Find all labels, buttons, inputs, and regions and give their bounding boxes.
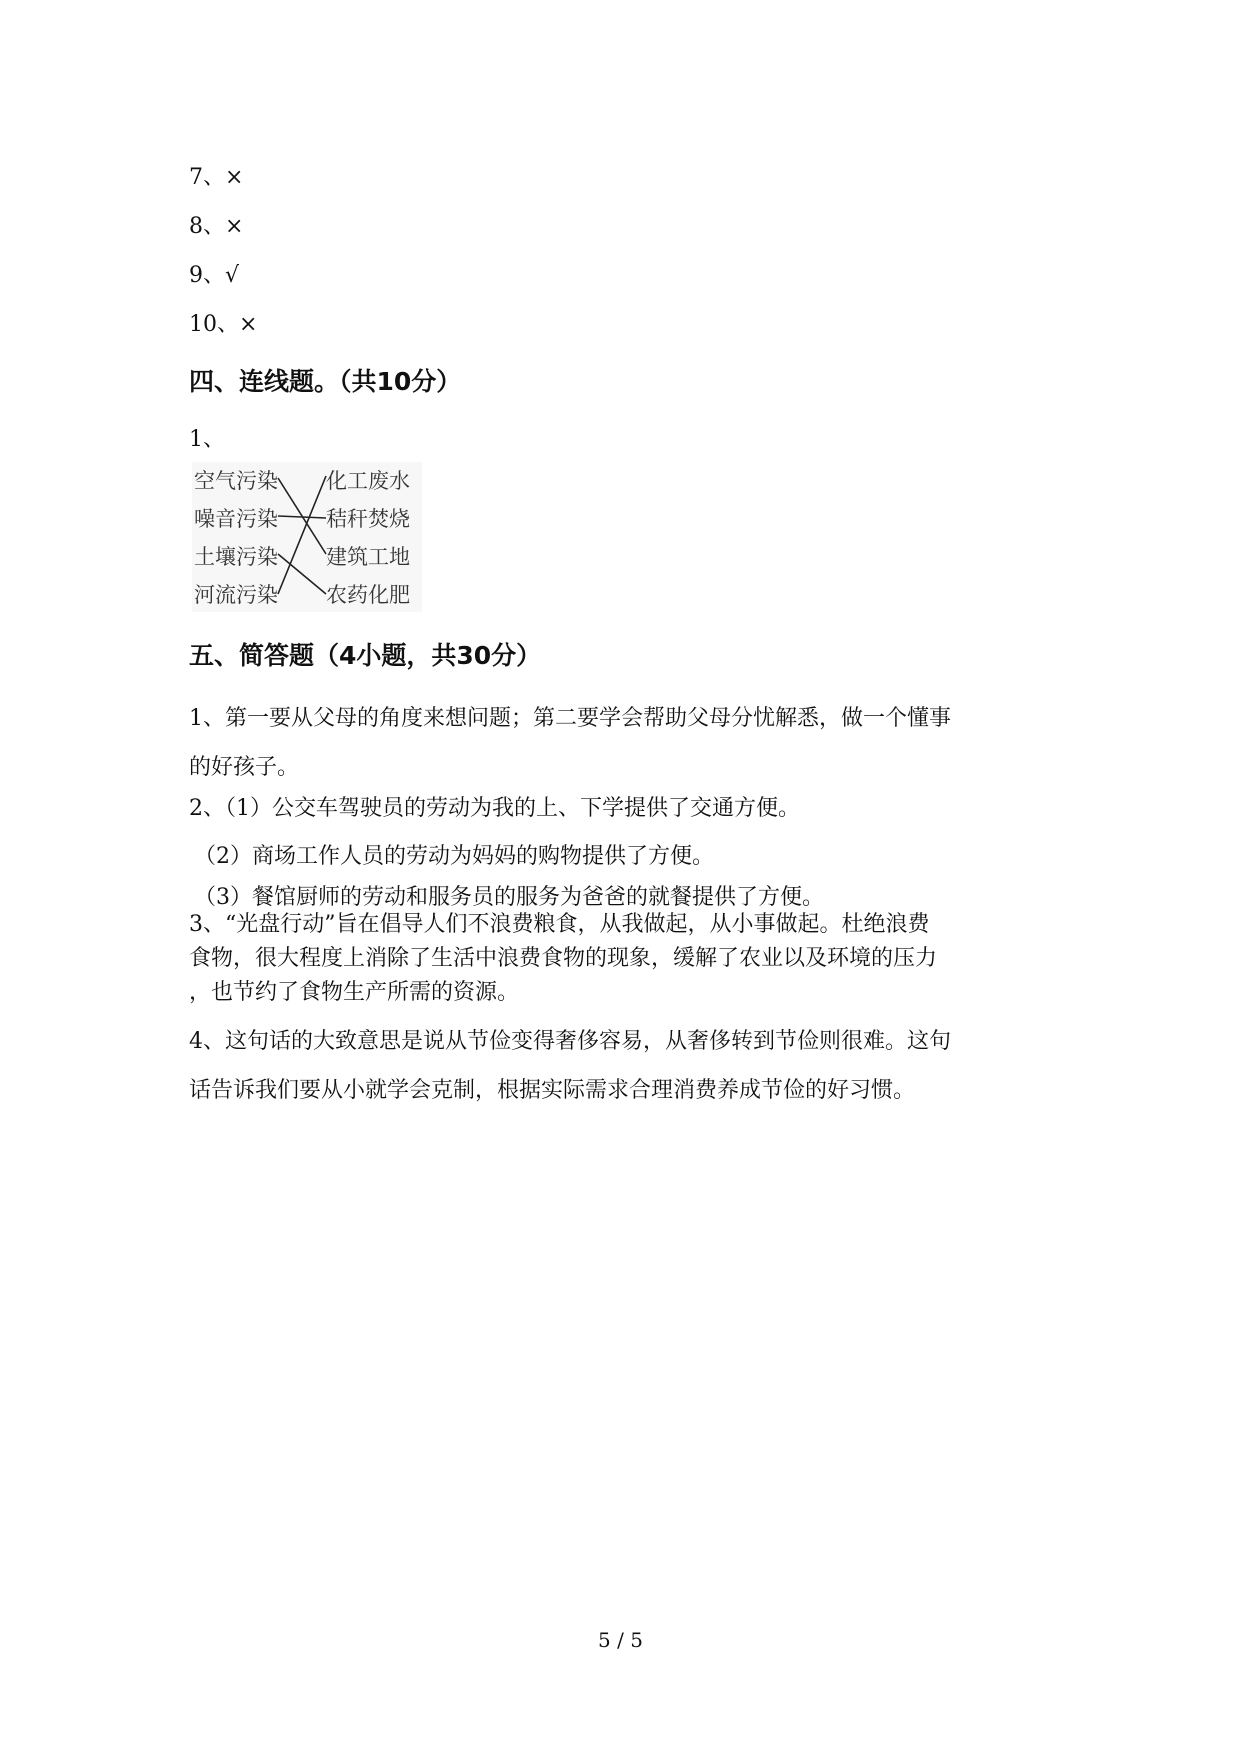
answer-10: [189, 307, 257, 338]
answer-3: [189, 908, 1059, 1010]
section5-heading: 五、简答题（4小题，共30分）: [189, 641, 542, 670]
answer-mark: ×: [225, 214, 244, 239]
answer-2-part2: （2）商场工作人员的劳动为妈妈的购物提供了方便。: [194, 844, 714, 869]
answer-3-line: 3、“光盘行动”旨在倡导人们不浪费粮食，从我做起，从小事做起。杜绝浪费: [189, 912, 930, 937]
answer-number: 8、: [189, 214, 225, 239]
answer-2-part3: （3）餐馆厨师的劳动和服务员的服务为爸爸的就餐提供了方便。: [194, 885, 824, 910]
left-item: 河流污染: [194, 583, 278, 607]
page-number: 5 / 5: [598, 1628, 643, 1652]
matching-figure: [192, 462, 422, 612]
answer-4-line: 话告诉我们要从小就学会克制，根据实际需求合理消费养成节俭的好习惯。: [189, 1078, 916, 1103]
right-item: 建筑工地: [326, 545, 410, 569]
left-item: 土壤污染: [194, 545, 278, 569]
answer-4: [189, 1017, 1059, 1115]
answer-1-line: 的好孩子。: [189, 755, 300, 780]
answer-mark: ×: [239, 312, 258, 337]
right-item: 化工废水: [326, 469, 410, 493]
matching-svg: [192, 462, 422, 612]
answer-3-line: 食物，很大程度上消除了生活中浪费食物的现象，缓解了农业以及环境的压力: [189, 946, 938, 971]
left-item: 空气污染: [194, 469, 278, 493]
answer-7: [189, 160, 243, 191]
right-item: 农药化肥: [326, 583, 410, 607]
answer-1: [189, 694, 1059, 792]
answer-1-line: 1、第一要从父母的角度来想问题；第二要学会帮助父母分忧解悉，做一个懂事: [189, 706, 951, 731]
answer-number: 10、: [189, 312, 239, 337]
answer-4-line: 4、这句话的大致意思是说从节俭变得奢侈容易，从奢侈转到节俭则很难。这句: [189, 1029, 951, 1054]
right-item: 秸秆焚烧: [326, 507, 410, 531]
answer-2-part1: 2、（1）公交车驾驶员的劳动为我的上、下学提供了交通方便。: [189, 796, 800, 821]
answer-mark: √: [225, 263, 240, 288]
section4-heading: 四、连线题。（共10分）: [189, 367, 462, 396]
left-item: 噪音污染: [194, 507, 278, 531]
answer-8: [189, 209, 243, 240]
answer-mark: ×: [225, 165, 244, 190]
answer-number: 7、: [189, 165, 225, 190]
section4-item-label: 1、: [189, 427, 225, 452]
answer-3-line: ，也节约了食物生产所需的资源。: [189, 980, 520, 1005]
answer-number: 9、: [189, 263, 225, 288]
answer-9: [189, 258, 239, 289]
